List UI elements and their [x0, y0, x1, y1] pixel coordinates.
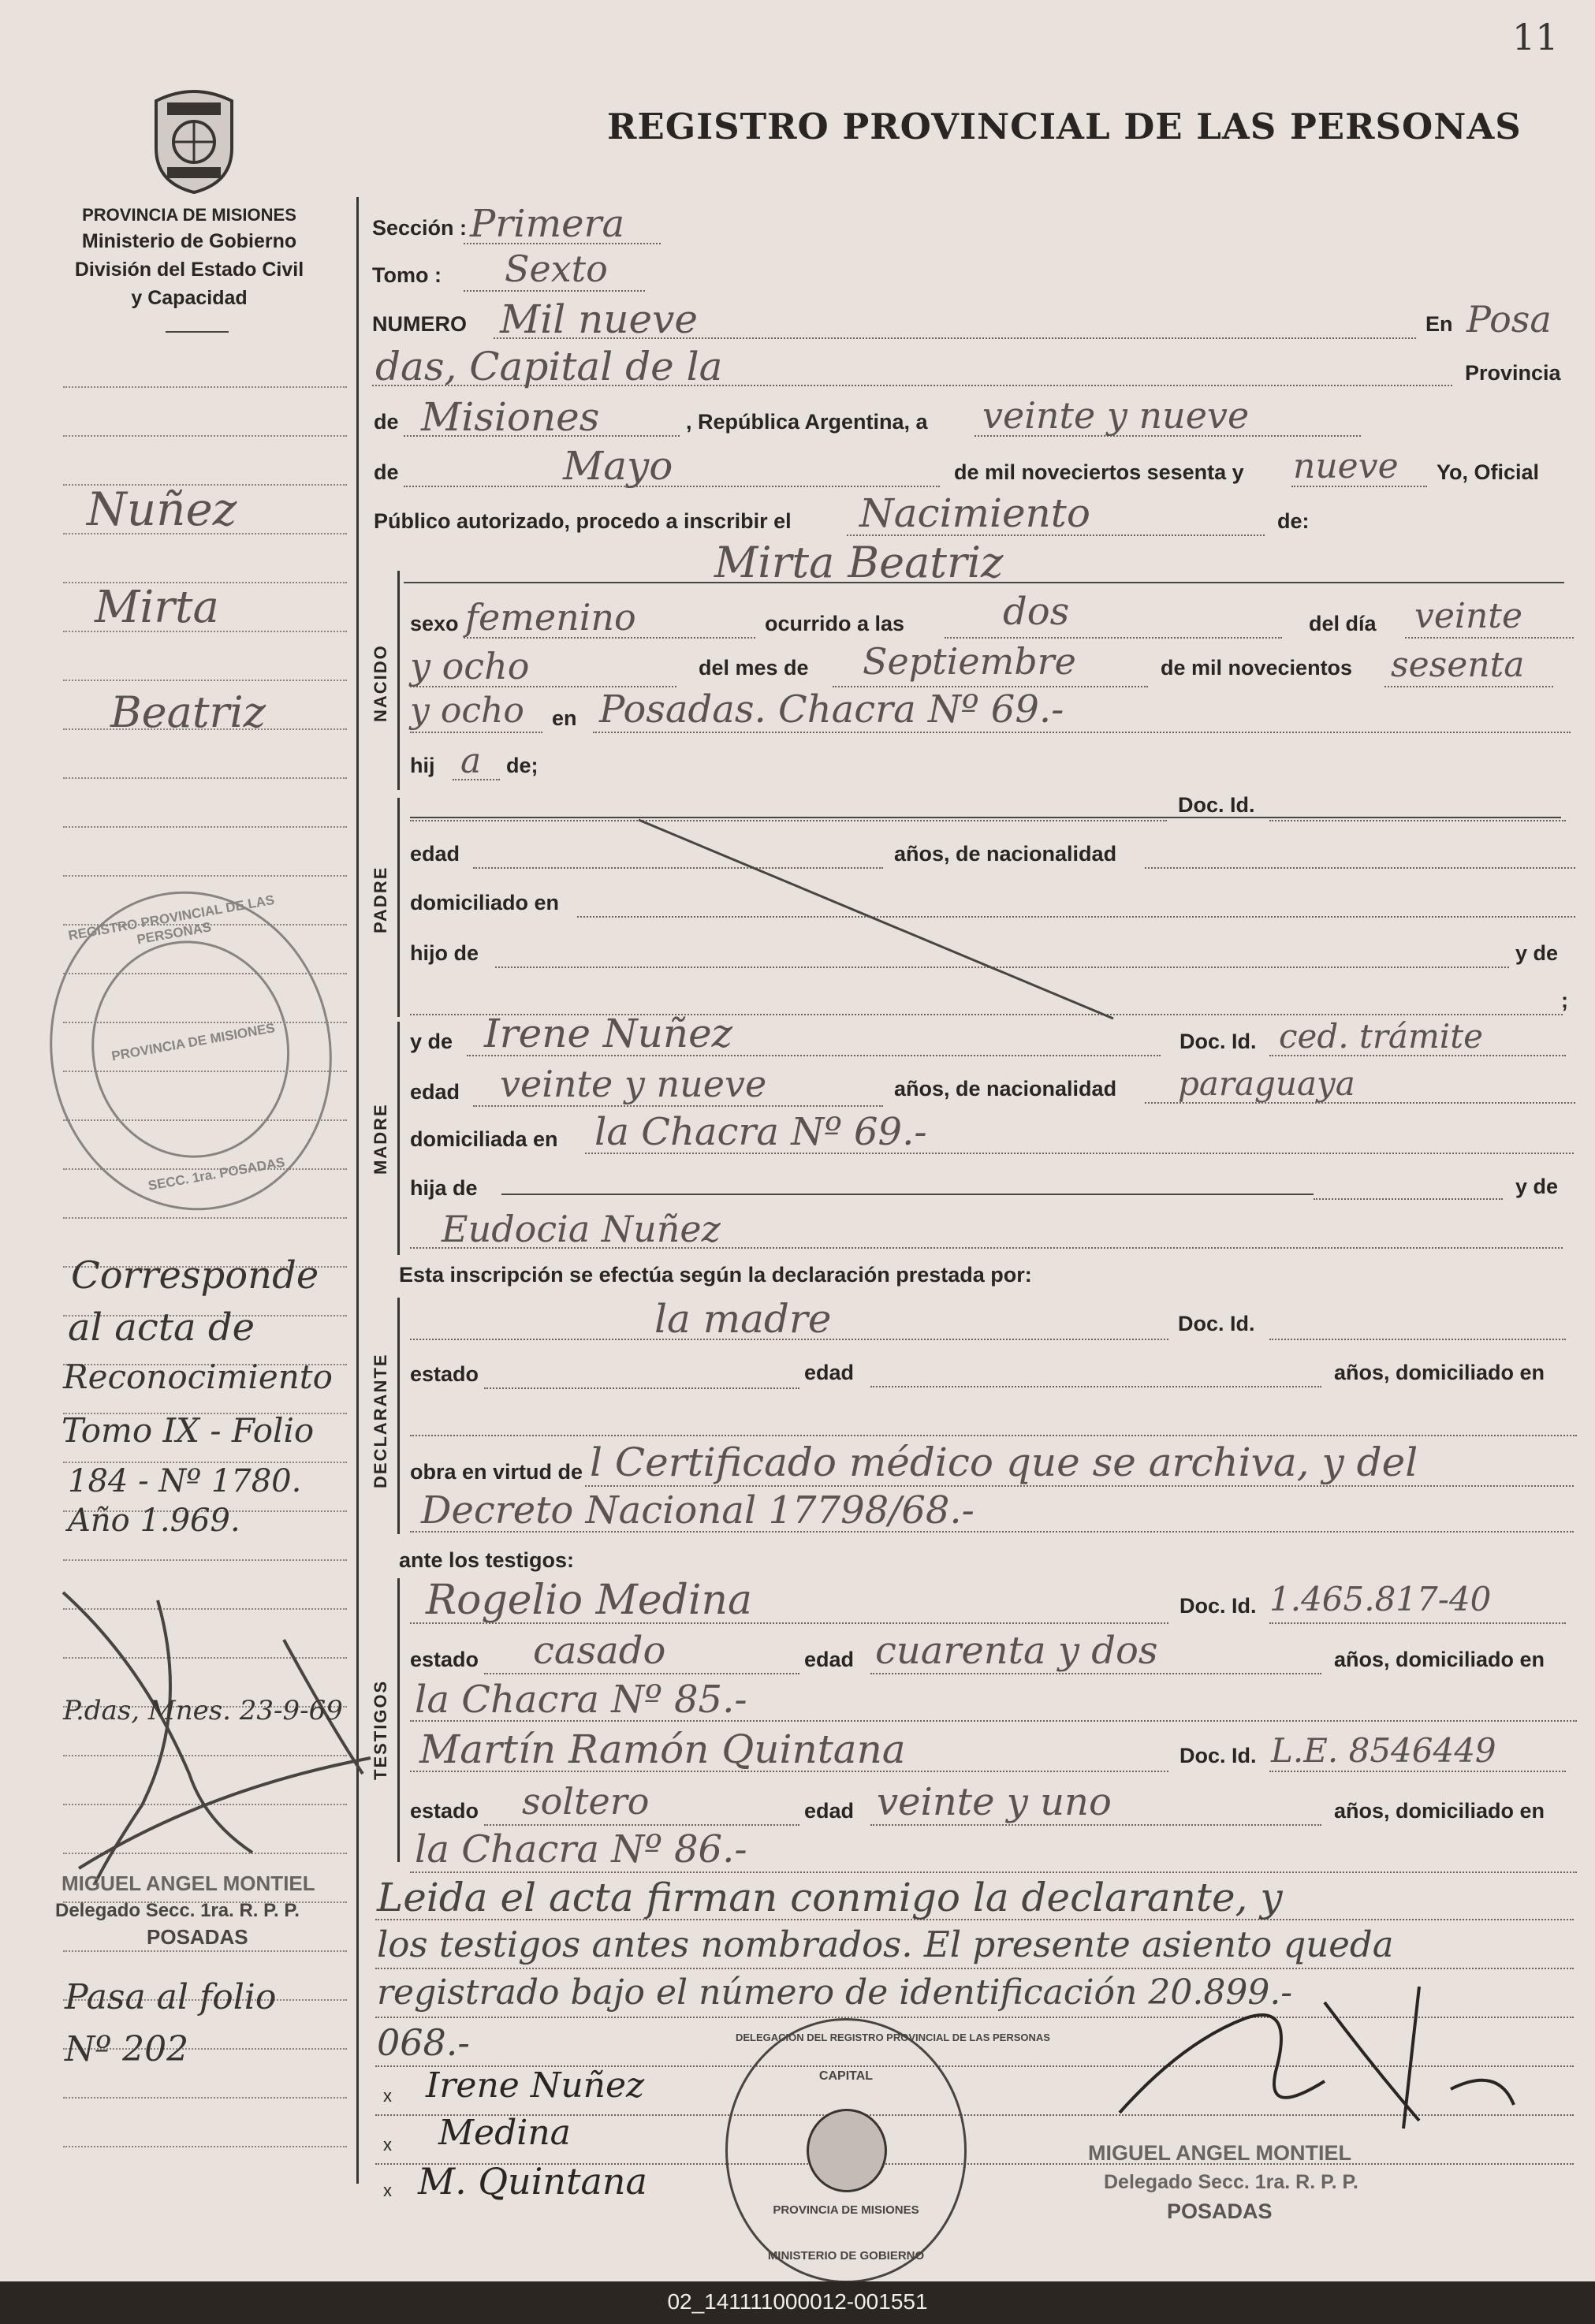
image-id-label: 02_141111000012-001551	[667, 2289, 928, 2314]
nombre-value: Mirta Beatriz	[714, 538, 1004, 587]
margin-signature-mark	[47, 1569, 386, 1908]
footer-bar	[0, 2281, 1595, 2324]
obra-value-2: Decreto Nacional 17798/68.-	[421, 1488, 975, 1533]
margin-ruled-line	[63, 777, 347, 779]
testigo1-edad-label: edad	[804, 1648, 855, 1671]
margin-pasa-note: Pasa al folio	[65, 1977, 277, 2017]
obra-label: obra en virtud de	[410, 1460, 583, 1484]
dia-value: veinte y nueve	[982, 394, 1250, 437]
margin-note: Año 1.969.	[68, 1503, 240, 1539]
nacido-section-label: NACIDO	[371, 644, 390, 722]
en-value: Posa	[1466, 298, 1552, 341]
margin-note: Corresponde	[71, 1253, 319, 1298]
oficial-label: Yo, Oficial	[1437, 460, 1540, 484]
margin-ruled-line	[63, 435, 347, 437]
testigo1-anios-label: años, domiciliado en	[1334, 1648, 1545, 1671]
de3-label: de:	[1277, 509, 1310, 533]
declarante-edad-label: edad	[804, 1361, 855, 1384]
margin-ruled-line	[63, 875, 347, 877]
acto-value: Nacimiento	[859, 490, 1090, 536]
firma-testigo-1: Medina	[438, 2113, 571, 2153]
margin-name1: Mirta	[95, 582, 219, 633]
official-place-stamp: POSADAS	[147, 1925, 248, 1949]
testigos-section-label: TESTIGOS	[371, 1679, 390, 1780]
document-title: REGISTRO PROVINCIAL DE LAS PERSONAS	[607, 106, 1522, 147]
madre-edad-label: edad	[410, 1080, 460, 1104]
cierre-line-1: Leida el acta firman conmigo la declarante, y	[377, 1875, 1283, 1920]
padre-semicolon: ;	[1561, 989, 1568, 1012]
provincia-value: Misiones	[421, 394, 600, 440]
declarante-estado-label: estado	[410, 1362, 479, 1386]
anio-value: nueve	[1293, 446, 1399, 486]
official-place-stamp: POSADAS	[1167, 2199, 1273, 2223]
testigo1-nombre: Rogelio Medina	[426, 1577, 753, 1624]
firma-mark: x	[383, 2181, 392, 2200]
margin-ruled-line	[63, 826, 347, 828]
testigo2-anios-label: años, domiciliado en	[1334, 1799, 1545, 1823]
tomo-label: Tomo :	[372, 263, 442, 287]
page-number: 11	[1512, 16, 1559, 58]
hij-de-label: de;	[506, 754, 538, 777]
official-name-stamp: MIGUEL ANGEL MONTIEL	[1088, 2141, 1352, 2165]
tomo-value: Sexto	[505, 248, 608, 290]
margin-note: al acta de	[68, 1305, 255, 1350]
padre-edad-label: edad	[410, 842, 460, 866]
office-block	[55, 203, 323, 312]
mil-label: de mil noveciertos sesenta y	[954, 460, 1244, 484]
declarante-section-label: DECLARANTE	[371, 1353, 390, 1488]
stamp-text: REGISTRO PROVINCIAL DE LAS PERSONAS	[67, 892, 276, 948]
testigo2-estado: soltero	[522, 1780, 650, 1823]
firma-mark: x	[383, 2135, 392, 2155]
madre-docid-label: Doc. Id.	[1179, 1030, 1257, 1053]
testigo1-domicilio: la Chacra Nº 85.-	[415, 1678, 747, 1722]
stamp-text: SECC. 1ra. POSADAS	[147, 1154, 286, 1194]
official-name-stamp: MIGUEL ANGEL MONTIEL	[61, 1871, 315, 1895]
de-label: de	[374, 410, 399, 434]
sexo-value: femenino	[465, 596, 636, 639]
madre-bracket	[397, 1022, 400, 1255]
madre-hijade-label: hija de	[410, 1176, 478, 1200]
cierre-line-4: 068.-	[377, 2021, 470, 2064]
padre-section-label: PADRE	[371, 866, 390, 933]
padre-domiciliado-label: domiciliado en	[410, 891, 560, 914]
margin-note: Tomo IX - Folio	[61, 1411, 315, 1450]
office-line: División del Estado Civil	[74, 259, 304, 281]
margin-note: 184 - Nº 1780.	[68, 1463, 302, 1499]
madre-anios-label: años, de nacionalidad	[894, 1077, 1117, 1101]
testigo1-estado: casado	[533, 1629, 666, 1673]
testigo2-estado-label: estado	[410, 1799, 479, 1823]
office-line: y Capacidad	[131, 287, 248, 309]
madre-domiciliada-label: domiciliada en	[410, 1127, 558, 1151]
mes-value: Mayo	[563, 443, 673, 489]
madre-madre-value: Eudocia Nuñez	[442, 1208, 721, 1250]
seccion-label: Sección :	[372, 216, 468, 240]
stamp-inner-ring	[807, 2109, 887, 2192]
stamp-text: PROVINCIA DE MISIONES	[110, 1020, 277, 1064]
cierre-line-3: registrado bajo el número de identificación 20.899.-	[377, 1972, 1293, 2013]
testigo2-nombre: Martín Ramón Quintana	[419, 1726, 906, 1772]
hij-label: hij	[410, 754, 435, 777]
delegacion-stamp	[725, 2018, 1050, 2283]
declarante-value: la madre	[654, 1296, 832, 1342]
provincial-crest	[143, 85, 244, 196]
padre-yde-label: y de	[1515, 941, 1559, 965]
testigo2-domicilio: la Chacra Nº 86.-	[415, 1827, 747, 1871]
margin-ruled-line	[63, 386, 347, 388]
testigos-intro-label: ante los testigos:	[399, 1548, 575, 1572]
madre-edad-value: veinte y nueve	[500, 1063, 767, 1105]
cierre-line-2: los testigos antes nombrados. El presente asiento queda	[377, 1924, 1394, 1965]
stamp-text: DELEGACION DEL REGISTRO PROVINCIAL DE LAS PERSONAS	[736, 2032, 1050, 2043]
en-nacido-label: en	[552, 706, 577, 730]
declarante-anios-label: años, domiciliado en	[1334, 1361, 1545, 1384]
provincia-label: Provincia	[1465, 361, 1561, 385]
dia-value: veinte	[1414, 596, 1523, 636]
testigo1-doc: 1.465.817-40	[1269, 1580, 1492, 1618]
numero-value: Mil nueve	[500, 296, 698, 342]
nacido-bracket	[397, 571, 400, 790]
ocurrido-label: ocurrido a las	[765, 612, 905, 635]
republica-label: , República Argentina, a	[686, 410, 928, 434]
ciudad-value: das, Capital de la	[375, 344, 723, 389]
testigos-bracket	[397, 1578, 400, 1862]
margin-name2: Beatriz	[110, 687, 266, 737]
testigo1-estado-label: estado	[410, 1648, 479, 1671]
dia-value-2: y ocho	[410, 645, 530, 687]
publico-label: Público autorizado, procedo a inscribir el	[374, 509, 792, 533]
madre-nombre-value: Irene Nuñez	[484, 1011, 733, 1056]
obra-value-1: l Certificado médico que se archiva, y del	[590, 1439, 1418, 1485]
de2-label: de	[374, 460, 399, 484]
testigo2-edad: veinte y uno	[877, 1780, 1112, 1824]
testigo2-doc: L.E. 8546449	[1271, 1731, 1496, 1770]
margin-ruled-line	[63, 680, 347, 681]
padre-anios-label: años, de nacionalidad	[894, 842, 1117, 866]
hij-value: a	[460, 741, 482, 781]
madre-section-label: MADRE	[371, 1103, 390, 1175]
margin-surname: Nuñez	[87, 482, 237, 536]
milnov-label: de mil novecientos	[1161, 656, 1353, 680]
en-label: En	[1425, 312, 1453, 336]
testigo1-edad: cuarenta y dos	[875, 1629, 1158, 1673]
official-title-stamp: Delegado Secc. 1ra. R. P. P.	[1104, 2171, 1358, 2193]
stamp-text: PROVINCIA DE MISIONES	[773, 2203, 919, 2217]
stamp-text: CAPITAL	[818, 2069, 874, 2083]
testigo2-docid-label: Doc. Id.	[1179, 1744, 1257, 1767]
margin-note: Reconocimiento	[63, 1358, 333, 1396]
margin-ruled-line	[63, 2097, 347, 2099]
madre-yde2-label: y de	[1515, 1175, 1559, 1198]
deldia-label: del día	[1309, 612, 1377, 635]
margin-date-note: P.das, Mnes. 23-9-69	[63, 1695, 343, 1726]
numero-label: NUMERO	[372, 312, 467, 336]
declarante-docid-label: Doc. Id.	[1178, 1312, 1255, 1335]
anio-nacimiento-value: sesenta	[1391, 645, 1525, 685]
seccion-value: Primera	[470, 202, 625, 246]
firma-testigo-2: M. Quintana	[418, 2160, 647, 2203]
madre-yde-label: y de	[410, 1030, 453, 1053]
official-signature	[1088, 1971, 1530, 2136]
anio-nacimiento-value-2: y ocho	[410, 691, 524, 731]
madre-nacionalidad-value: paraguaya	[1178, 1064, 1355, 1103]
mes-nacimiento-value: Septiembre	[863, 640, 1076, 683]
lugar-nacimiento-value: Posadas. Chacra Nº 69.-	[599, 687, 1064, 732]
office-line: PROVINCIA DE MISIONES	[82, 205, 296, 225]
testigo2-edad-label: edad	[804, 1799, 855, 1823]
padre-docid-label: Doc. Id.	[1178, 793, 1255, 817]
margin-pasa-note: Nº 202	[65, 2029, 189, 2069]
madre-docid-value: ced. trámite	[1279, 1017, 1483, 1056]
margin-ruled-line	[63, 2146, 347, 2147]
declaracion-intro-label: Esta inscripción se efectúa según la declaración prestada por:	[399, 1263, 1032, 1287]
padre-cancel-line	[631, 812, 1120, 1025]
margin-ruled-line	[63, 1559, 347, 1561]
madre-domicilio-value: la Chacra Nº 69.-	[594, 1110, 927, 1154]
declarante-bracket	[397, 1298, 400, 1534]
official-title-stamp: Delegado Secc. 1ra. R. P. P.	[55, 1900, 300, 1921]
margin-ruled-line	[63, 1950, 347, 1952]
stamp-text: MINISTERIO DE GOBIERNO	[767, 2249, 925, 2263]
padre-bracket	[397, 798, 400, 1017]
testigo1-docid-label: Doc. Id.	[1179, 1594, 1257, 1618]
padre-hijode-label: hijo de	[410, 941, 479, 965]
firma-declarante: Irene Nuñez	[426, 2065, 645, 2106]
margin-ruled-line	[63, 1217, 347, 1219]
office-line: Ministerio de Gobierno	[81, 230, 297, 252]
sexo-label: sexo	[410, 612, 459, 635]
delmes-label: del mes de	[699, 656, 809, 680]
divider	[166, 331, 229, 333]
hora-value: dos	[1003, 590, 1070, 634]
firma-mark: x	[383, 2086, 392, 2106]
